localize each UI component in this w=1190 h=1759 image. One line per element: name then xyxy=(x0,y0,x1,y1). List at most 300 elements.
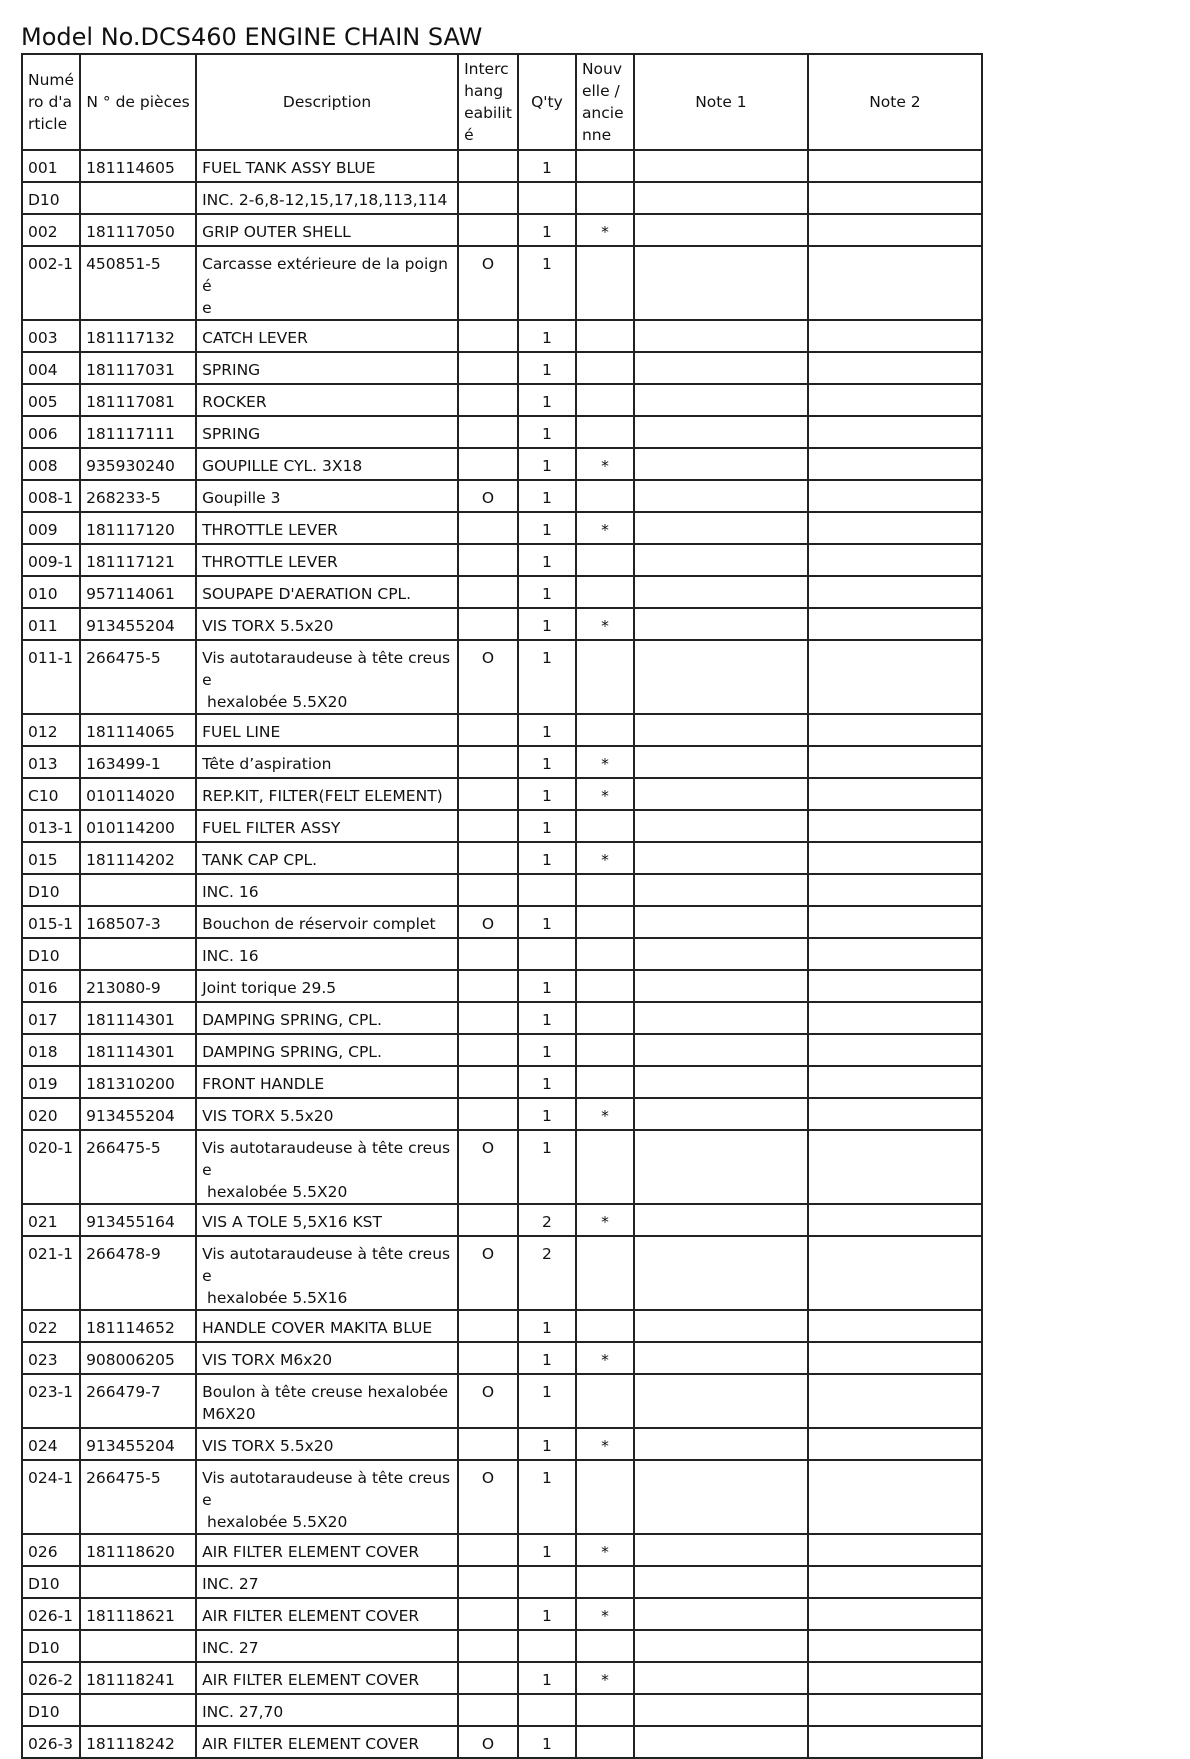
cell-qty: 1 xyxy=(518,1460,576,1534)
cell-new-old xyxy=(576,416,634,448)
cell-description: VIS TORX 5.5x20 xyxy=(196,1098,458,1130)
cell-description: Vis autotaraudeuse à tête creuse hexalobée 5.5X20 xyxy=(196,1130,458,1204)
table-row xyxy=(22,874,982,906)
cell-note1 xyxy=(634,1130,808,1204)
table-row xyxy=(22,1002,982,1034)
table-row xyxy=(22,608,982,640)
cell-new-old xyxy=(576,1374,634,1428)
cell-item-no: 020-1 xyxy=(22,1130,80,1204)
table-row xyxy=(22,714,982,746)
cell-item-no: D10 xyxy=(22,1694,80,1726)
cell-note1 xyxy=(634,714,808,746)
cell-interchangeability xyxy=(458,1002,518,1034)
table-row xyxy=(22,416,982,448)
cell-item-no: 026-3 xyxy=(22,1726,80,1758)
table-row xyxy=(22,214,982,246)
cell-note2 xyxy=(808,746,982,778)
cell-note1 xyxy=(634,1726,808,1758)
cell-qty: 1 xyxy=(518,640,576,714)
cell-part-no: 181114065 xyxy=(80,714,196,746)
cell-item-no: 020 xyxy=(22,1098,80,1130)
cell-note1 xyxy=(634,320,808,352)
cell-new-old xyxy=(576,384,634,416)
cell-note2 xyxy=(808,1342,982,1374)
table-row xyxy=(22,384,982,416)
cell-part-no xyxy=(80,1630,196,1662)
cell-qty: 1 xyxy=(518,246,576,320)
cell-item-no: 026 xyxy=(22,1534,80,1566)
cell-note1 xyxy=(634,1694,808,1726)
cell-part-no: 181118241 xyxy=(80,1662,196,1694)
table-row xyxy=(22,480,982,512)
cell-note2 xyxy=(808,970,982,1002)
table-row xyxy=(22,1534,982,1566)
cell-note2 xyxy=(808,1204,982,1236)
cell-note1 xyxy=(634,246,808,320)
cell-interchangeability xyxy=(458,448,518,480)
cell-part-no xyxy=(80,182,196,214)
cell-description: CATCH LEVER xyxy=(196,320,458,352)
cell-new-old xyxy=(576,352,634,384)
cell-note2 xyxy=(808,810,982,842)
cell-part-no: 181114301 xyxy=(80,1034,196,1066)
cell-new-old xyxy=(576,938,634,970)
cell-note2 xyxy=(808,1002,982,1034)
cell-note2 xyxy=(808,448,982,480)
cell-new-old: * xyxy=(576,842,634,874)
cell-note2 xyxy=(808,1098,982,1130)
cell-description: DAMPING SPRING, CPL. xyxy=(196,1034,458,1066)
table-row xyxy=(22,938,982,970)
cell-part-no: 181117120 xyxy=(80,512,196,544)
cell-new-old xyxy=(576,150,634,182)
cell-note2 xyxy=(808,214,982,246)
table-row xyxy=(22,150,982,182)
table-row xyxy=(22,810,982,842)
cell-qty: 1 xyxy=(518,608,576,640)
cell-note1 xyxy=(634,1534,808,1566)
cell-interchangeability xyxy=(458,214,518,246)
cell-interchangeability xyxy=(458,1428,518,1460)
cell-part-no xyxy=(80,1694,196,1726)
cell-interchangeability xyxy=(458,970,518,1002)
table-row xyxy=(22,1098,982,1130)
cell-qty: 1 xyxy=(518,448,576,480)
cell-description: VIS A TOLE 5,5X16 KST xyxy=(196,1204,458,1236)
cell-note1 xyxy=(634,1428,808,1460)
cell-part-no: 181117132 xyxy=(80,320,196,352)
cell-description: SOUPAPE D'AERATION CPL. xyxy=(196,576,458,608)
cell-qty: 1 xyxy=(518,1310,576,1342)
cell-interchangeability xyxy=(458,1566,518,1598)
table-row xyxy=(22,1130,982,1204)
cell-new-old xyxy=(576,1460,634,1534)
cell-description: AIR FILTER ELEMENT COVER xyxy=(196,1534,458,1566)
cell-description: INC. 16 xyxy=(196,874,458,906)
cell-interchangeability xyxy=(458,544,518,576)
cell-note1 xyxy=(634,480,808,512)
cell-item-no: 023 xyxy=(22,1342,80,1374)
cell-note1 xyxy=(634,1066,808,1098)
cell-item-no: 011-1 xyxy=(22,640,80,714)
cell-item-no: 019 xyxy=(22,1066,80,1098)
cell-new-old: * xyxy=(576,746,634,778)
cell-note1 xyxy=(634,214,808,246)
cell-description: INC. 16 xyxy=(196,938,458,970)
cell-note1 xyxy=(634,1630,808,1662)
cell-new-old xyxy=(576,1726,634,1758)
cell-part-no: 181117111 xyxy=(80,416,196,448)
cell-note2 xyxy=(808,352,982,384)
cell-note1 xyxy=(634,150,808,182)
cell-note1 xyxy=(634,970,808,1002)
cell-note1 xyxy=(634,1204,808,1236)
cell-part-no: 913455204 xyxy=(80,1098,196,1130)
cell-interchangeability xyxy=(458,938,518,970)
cell-new-old xyxy=(576,1566,634,1598)
cell-interchangeability xyxy=(458,1342,518,1374)
cell-new-old xyxy=(576,1694,634,1726)
cell-qty: 1 xyxy=(518,352,576,384)
cell-qty: 1 xyxy=(518,544,576,576)
cell-description: HANDLE COVER MAKITA BLUE xyxy=(196,1310,458,1342)
cell-new-old xyxy=(576,1002,634,1034)
table-row xyxy=(22,906,982,938)
cell-part-no: 168507-3 xyxy=(80,906,196,938)
cell-note1 xyxy=(634,448,808,480)
cell-description: THROTTLE LEVER xyxy=(196,512,458,544)
cell-description: Goupille 3 xyxy=(196,480,458,512)
cell-part-no: 908006205 xyxy=(80,1342,196,1374)
table-row xyxy=(22,1662,982,1694)
cell-interchangeability: O xyxy=(458,1130,518,1204)
cell-description: THROTTLE LEVER xyxy=(196,544,458,576)
cell-item-no: 015-1 xyxy=(22,906,80,938)
table-row xyxy=(22,352,982,384)
cell-new-old: * xyxy=(576,1342,634,1374)
cell-interchangeability xyxy=(458,1598,518,1630)
cell-qty: 1 xyxy=(518,320,576,352)
cell-description: FUEL TANK ASSY BLUE xyxy=(196,150,458,182)
cell-note2 xyxy=(808,714,982,746)
cell-part-no: 268233-5 xyxy=(80,480,196,512)
cell-interchangeability xyxy=(458,714,518,746)
cell-interchangeability xyxy=(458,352,518,384)
cell-part-no: 266479-7 xyxy=(80,1374,196,1428)
cell-part-no: 181118621 xyxy=(80,1598,196,1630)
cell-note2 xyxy=(808,874,982,906)
table-row xyxy=(22,1726,982,1758)
cell-item-no: 016 xyxy=(22,970,80,1002)
cell-description: FRONT HANDLE xyxy=(196,1066,458,1098)
cell-item-no: 023-1 xyxy=(22,1374,80,1428)
cell-part-no: 010114020 xyxy=(80,778,196,810)
cell-note2 xyxy=(808,906,982,938)
cell-new-old xyxy=(576,544,634,576)
cell-note2 xyxy=(808,544,982,576)
page-title: Model No.DCS460 ENGINE CHAIN SAW xyxy=(21,23,483,51)
cell-item-no: 013 xyxy=(22,746,80,778)
cell-qty: 1 xyxy=(518,512,576,544)
cell-qty: 1 xyxy=(518,384,576,416)
cell-interchangeability xyxy=(458,1694,518,1726)
table-row xyxy=(22,778,982,810)
cell-new-old xyxy=(576,906,634,938)
cell-part-no: 913455204 xyxy=(80,608,196,640)
cell-part-no: 266475-5 xyxy=(80,640,196,714)
cell-note1 xyxy=(634,778,808,810)
cell-item-no: 026-2 xyxy=(22,1662,80,1694)
cell-note2 xyxy=(808,938,982,970)
cell-part-no: 181114202 xyxy=(80,842,196,874)
cell-description: SPRING xyxy=(196,352,458,384)
cell-interchangeability xyxy=(458,182,518,214)
cell-item-no: 017 xyxy=(22,1002,80,1034)
cell-note2 xyxy=(808,1066,982,1098)
cell-part-no: 913455164 xyxy=(80,1204,196,1236)
cell-qty: 1 xyxy=(518,714,576,746)
cell-item-no: 002 xyxy=(22,214,80,246)
cell-qty xyxy=(518,1566,576,1598)
cell-note1 xyxy=(634,1236,808,1310)
cell-interchangeability xyxy=(458,512,518,544)
cell-qty: 1 xyxy=(518,150,576,182)
cell-item-no: 008 xyxy=(22,448,80,480)
cell-description: INC. 27,70 xyxy=(196,1694,458,1726)
cell-new-old xyxy=(576,1310,634,1342)
table-row xyxy=(22,1428,982,1460)
table-row xyxy=(22,246,982,320)
cell-note1 xyxy=(634,640,808,714)
cell-description: Bouchon de réservoir complet xyxy=(196,906,458,938)
cell-new-old xyxy=(576,640,634,714)
cell-qty: 1 xyxy=(518,480,576,512)
table-row xyxy=(22,1066,982,1098)
header-new-old: Nouv elle / ancie nne xyxy=(576,54,634,150)
cell-item-no: 001 xyxy=(22,150,80,182)
table-row xyxy=(22,1566,982,1598)
cell-note2 xyxy=(808,416,982,448)
cell-interchangeability xyxy=(458,1204,518,1236)
table-row xyxy=(22,1630,982,1662)
table-row xyxy=(22,970,982,1002)
cell-item-no: 013-1 xyxy=(22,810,80,842)
cell-interchangeability: O xyxy=(458,480,518,512)
cell-interchangeability xyxy=(458,608,518,640)
table-row xyxy=(22,320,982,352)
cell-description: Tête d’aspiration xyxy=(196,746,458,778)
cell-note1 xyxy=(634,1034,808,1066)
cell-note2 xyxy=(808,1726,982,1758)
cell-part-no: 181118620 xyxy=(80,1534,196,1566)
cell-item-no: 006 xyxy=(22,416,80,448)
parts-table-body xyxy=(22,150,982,1758)
cell-item-no: 021 xyxy=(22,1204,80,1236)
cell-new-old xyxy=(576,320,634,352)
cell-note2 xyxy=(808,512,982,544)
cell-new-old xyxy=(576,714,634,746)
cell-part-no: 913455204 xyxy=(80,1428,196,1460)
cell-part-no: 181310200 xyxy=(80,1066,196,1098)
header-note1: Note 1 xyxy=(634,54,808,150)
cell-new-old: * xyxy=(576,512,634,544)
cell-note2 xyxy=(808,640,982,714)
cell-item-no: 026-1 xyxy=(22,1598,80,1630)
cell-note2 xyxy=(808,576,982,608)
cell-note1 xyxy=(634,512,808,544)
cell-note1 xyxy=(634,1662,808,1694)
cell-description: FUEL FILTER ASSY xyxy=(196,810,458,842)
cell-description: VIS TORX 5.5x20 xyxy=(196,1428,458,1460)
cell-note1 xyxy=(634,352,808,384)
cell-qty: 1 xyxy=(518,746,576,778)
cell-item-no: D10 xyxy=(22,938,80,970)
cell-qty: 1 xyxy=(518,1374,576,1428)
cell-note1 xyxy=(634,1310,808,1342)
table-row xyxy=(22,1204,982,1236)
cell-note2 xyxy=(808,1034,982,1066)
cell-interchangeability xyxy=(458,1034,518,1066)
cell-description: ROCKER xyxy=(196,384,458,416)
cell-new-old xyxy=(576,1066,634,1098)
cell-new-old xyxy=(576,1630,634,1662)
cell-description: Vis autotaraudeuse à tête creuse hexalobée 5.5X20 xyxy=(196,1460,458,1534)
cell-new-old xyxy=(576,874,634,906)
cell-qty: 1 xyxy=(518,1002,576,1034)
cell-qty xyxy=(518,1694,576,1726)
cell-description: VIS TORX 5.5x20 xyxy=(196,608,458,640)
cell-description: Joint torique 29.5 xyxy=(196,970,458,1002)
cell-qty: 1 xyxy=(518,970,576,1002)
cell-note1 xyxy=(634,608,808,640)
table-row xyxy=(22,544,982,576)
cell-note1 xyxy=(634,1098,808,1130)
cell-item-no: 024-1 xyxy=(22,1460,80,1534)
cell-item-no: 018 xyxy=(22,1034,80,1066)
cell-qty: 1 xyxy=(518,906,576,938)
cell-description: INC. 2-6,8-12,15,17,18,113,114 xyxy=(196,182,458,214)
cell-note1 xyxy=(634,416,808,448)
table-row xyxy=(22,182,982,214)
cell-note1 xyxy=(634,1002,808,1034)
cell-interchangeability: O xyxy=(458,906,518,938)
cell-note1 xyxy=(634,938,808,970)
cell-item-no: 010 xyxy=(22,576,80,608)
cell-qty: 1 xyxy=(518,842,576,874)
cell-part-no: 181114301 xyxy=(80,1002,196,1034)
cell-part-no: 181114605 xyxy=(80,150,196,182)
cell-item-no: 003 xyxy=(22,320,80,352)
cell-note1 xyxy=(634,874,808,906)
table-row xyxy=(22,1236,982,1310)
cell-part-no xyxy=(80,1566,196,1598)
cell-part-no: 266478-9 xyxy=(80,1236,196,1310)
cell-part-no: 181118242 xyxy=(80,1726,196,1758)
cell-item-no: 009 xyxy=(22,512,80,544)
cell-new-old xyxy=(576,1236,634,1310)
cell-description: INC. 27 xyxy=(196,1630,458,1662)
cell-qty: 1 xyxy=(518,1098,576,1130)
cell-description: Vis autotaraudeuse à tête creuse hexalobée 5.5X16 xyxy=(196,1236,458,1310)
cell-interchangeability xyxy=(458,1066,518,1098)
cell-item-no: 024 xyxy=(22,1428,80,1460)
cell-note1 xyxy=(634,842,808,874)
cell-note2 xyxy=(808,1566,982,1598)
cell-part-no: 163499-1 xyxy=(80,746,196,778)
cell-interchangeability: O xyxy=(458,1460,518,1534)
cell-item-no: 008-1 xyxy=(22,480,80,512)
cell-interchangeability: O xyxy=(458,640,518,714)
cell-note1 xyxy=(634,544,808,576)
cell-item-no: 012 xyxy=(22,714,80,746)
cell-qty xyxy=(518,182,576,214)
cell-note2 xyxy=(808,1662,982,1694)
cell-interchangeability: O xyxy=(458,1374,518,1428)
cell-part-no xyxy=(80,874,196,906)
cell-new-old xyxy=(576,480,634,512)
cell-note1 xyxy=(634,384,808,416)
cell-new-old: * xyxy=(576,1534,634,1566)
cell-new-old: * xyxy=(576,1598,634,1630)
cell-new-old xyxy=(576,246,634,320)
cell-new-old: * xyxy=(576,608,634,640)
cell-description: SPRING xyxy=(196,416,458,448)
cell-new-old xyxy=(576,576,634,608)
cell-qty: 1 xyxy=(518,1130,576,1204)
table-row xyxy=(22,1598,982,1630)
cell-item-no: 011 xyxy=(22,608,80,640)
cell-interchangeability xyxy=(458,1310,518,1342)
cell-qty: 1 xyxy=(518,214,576,246)
cell-part-no: 935930240 xyxy=(80,448,196,480)
cell-interchangeability: O xyxy=(458,1726,518,1758)
cell-new-old: * xyxy=(576,214,634,246)
table-header-row xyxy=(22,54,982,150)
cell-note2 xyxy=(808,1460,982,1534)
cell-note1 xyxy=(634,906,808,938)
table-row xyxy=(22,746,982,778)
cell-part-no: 266475-5 xyxy=(80,1460,196,1534)
table-row xyxy=(22,576,982,608)
cell-note2 xyxy=(808,182,982,214)
cell-part-no: 957114061 xyxy=(80,576,196,608)
cell-part-no: 181117121 xyxy=(80,544,196,576)
table-row xyxy=(22,1374,982,1428)
cell-description: INC. 27 xyxy=(196,1566,458,1598)
cell-qty: 1 xyxy=(518,576,576,608)
cell-note1 xyxy=(634,810,808,842)
cell-qty: 1 xyxy=(518,1428,576,1460)
header-part-no: N ° de pièces xyxy=(80,54,196,150)
cell-qty xyxy=(518,1630,576,1662)
cell-part-no: 266475-5 xyxy=(80,1130,196,1204)
cell-note2 xyxy=(808,1534,982,1566)
cell-note2 xyxy=(808,150,982,182)
cell-description: AIR FILTER ELEMENT COVER xyxy=(196,1726,458,1758)
cell-item-no: 015 xyxy=(22,842,80,874)
table-row xyxy=(22,1310,982,1342)
cell-note2 xyxy=(808,1598,982,1630)
table-row xyxy=(22,448,982,480)
cell-new-old: * xyxy=(576,1428,634,1460)
table-row xyxy=(22,512,982,544)
cell-note1 xyxy=(634,746,808,778)
cell-note1 xyxy=(634,1460,808,1534)
cell-new-old xyxy=(576,1034,634,1066)
cell-qty: 1 xyxy=(518,810,576,842)
cell-new-old: * xyxy=(576,1204,634,1236)
cell-interchangeability xyxy=(458,810,518,842)
